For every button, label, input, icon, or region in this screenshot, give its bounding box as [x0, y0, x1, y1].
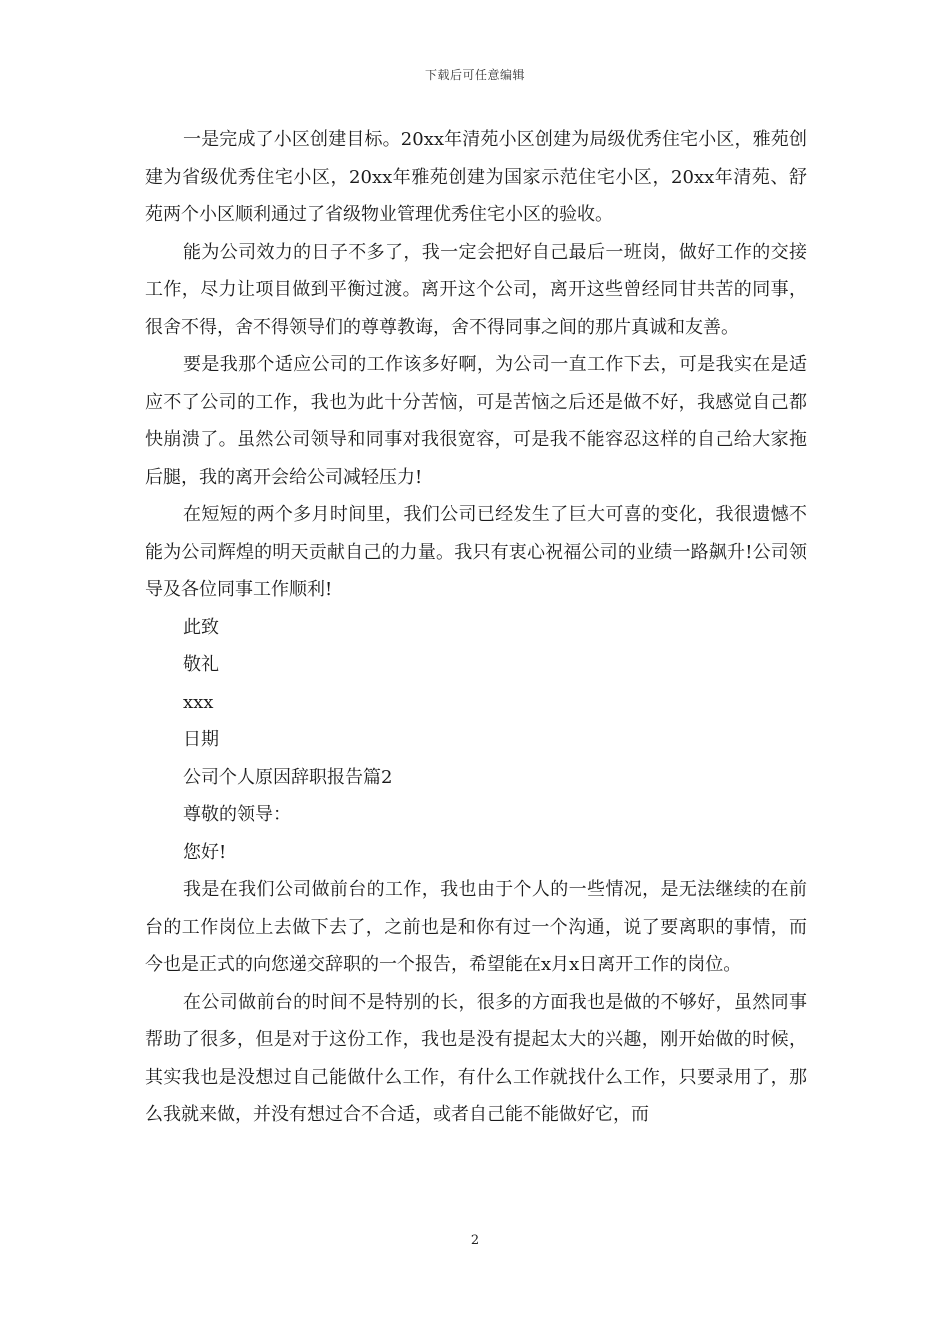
- paragraph-blessing: 在短短的两个多月时间里，我们公司已经发生了巨大可喜的变化，我很遗憾不能为公司辉煌的明天贡献自己的力量。我只有衷心祝福公司的业绩一路飙升!公司领导及各位同事工作顺利!: [145, 504, 807, 600]
- salutation-line: 尊敬的领导：: [183, 804, 291, 825]
- paragraph-achievements: 一是完成了小区创建目标。20xx年清苑小区创建为局级优秀住宅小区，雅苑创建为省级优秀住宅小区，20xx年雅苑创建为国家示范住宅小区，20xx年清苑、舒苑两个小区顺利通过了省级物业管理优秀住宅小区的验收。: [145, 129, 807, 225]
- paragraph-adaptation: 要是我那个适应公司的工作该多好啊，为公司一直工作下去，可是我实在是适应不了公司的工作，我也为此十分苦恼，可是苦恼之后还是做不好，我感觉自己都快崩溃了。虽然公司领导和同事对我很宽容，可是我不能容忍这样的自己给大家拖后腿，我的离开会给公司减轻压力!: [145, 354, 807, 488]
- paragraph-resignation-intent: 我是在我们公司做前台的工作，我也由于个人的一些情况，是无法继续的在前台的工作岗位上去做下去了，之前也是和你有过一个沟通，说了要离职的事情，而今也是正式的向您递交辞职的一个报告，希望能在x月x日离开工作的岗位。: [145, 879, 807, 975]
- header-note: 下载后可任意编辑: [424, 68, 525, 82]
- greeting-line: 您好!: [183, 841, 227, 863]
- closing-line-1: 此致: [183, 616, 219, 638]
- document-body: [145, 121, 807, 1134]
- paragraph-handover: 能为公司效力的日子不多了，我一定会把好自己最后一班岗，做好工作的交接工作，尽力让项目做到平衡过渡。离开这个公司，离开这些曾经同甘共苦的同事，很舍不得，舍不得领导们的尊尊教诲，舍不得同事之间的那片真诚和友善。: [145, 241, 807, 338]
- section-title: 公司个人原因辞职报告篇2: [183, 766, 393, 788]
- date-line: 日期: [183, 729, 219, 750]
- page-number: 2: [470, 1233, 480, 1248]
- signature-line: xxx: [183, 691, 214, 713]
- closing-line-2: 敬礼: [183, 654, 219, 675]
- paragraph-reception-experience: 在公司做前台的时间不是特别的长，很多的方面我也是做的不够好，虽然同事帮助了很多，但是对于这份工作，我也是没有提起太大的兴趣，刚开始做的时候，其实我也是没想过自己能做什么工作，有什么工作就找什么工作，只要录用了，那么我就来做，并没有想过合不合适，或者自己能不能做好它，而: [145, 991, 807, 1125]
